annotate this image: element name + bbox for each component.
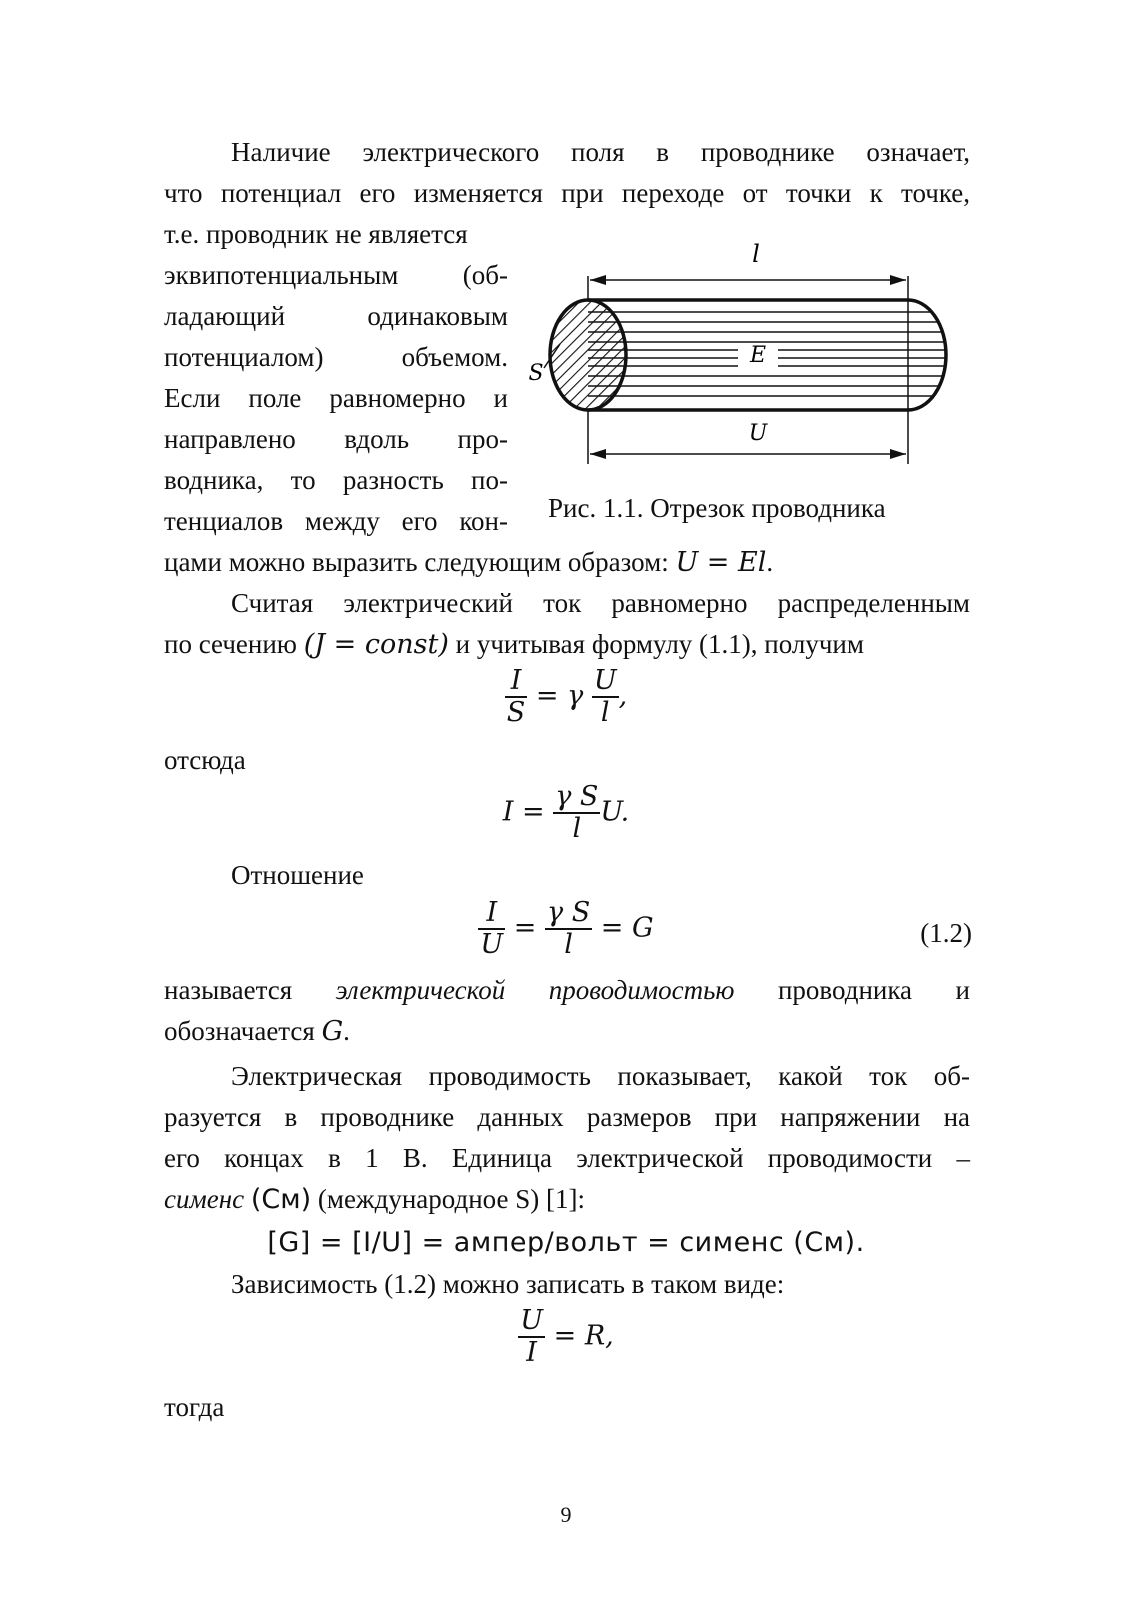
voltage-label: U — [748, 421, 768, 446]
text-line: тогда — [164, 1392, 225, 1422]
conductor-outline — [588, 300, 946, 410]
length-label: l — [752, 240, 760, 268]
text-line: называется электрической проводимостью проводника и — [164, 975, 971, 1005]
term: электрической проводимостью — [335, 975, 735, 1005]
text-line: цами можно выразить следующим образом: U = El. — [164, 547, 774, 578]
field-label: E — [749, 343, 767, 368]
equation: $\frac{I}{U}$ = $\frac{\text{γ S}}{l}$ = G — [480, 897, 654, 960]
text-line: Считая электрический ток равномерно распределенным — [231, 588, 970, 618]
formula: U = El — [675, 547, 767, 578]
cross-section — [550, 300, 626, 410]
text-line: ладающий одинаковым — [164, 301, 508, 331]
text-line: эквипотенциальным (об- — [164, 260, 508, 290]
equation-number: (1.2) — [920, 918, 972, 948]
term: сименс — [164, 1184, 245, 1214]
text-line: по сечению (J = const) и учитывая формулу (1.1), получим — [164, 629, 864, 660]
figure-caption: Рис. 1.1. Отрезок проводника — [548, 493, 886, 523]
text-line: отсюда — [164, 745, 246, 775]
conductor-figure — [520, 236, 960, 476]
text-line: Зависимость (1.2) можно записать в таком виде: — [231, 1269, 785, 1299]
text-line: Электрическая проводимость показывает, какой ток об- — [231, 1061, 970, 1091]
equation: [G] = [I/U] = ампер/вольт = сименс (См). — [267, 1227, 865, 1258]
equation: $\frac{I}{S}$ = γ $\frac{U}{l}$ , — [506, 665, 628, 728]
field-lines — [588, 312, 950, 396]
equation: $\frac{U}{I}$ = R, — [520, 1305, 614, 1368]
text-line: направлено вдоль про- — [164, 424, 508, 454]
equation: I = $\frac{\text{γ S}}{l}$ U. — [502, 781, 630, 844]
text-line: потенциалом) объемом. — [164, 342, 508, 372]
text-line: Отношение — [231, 860, 364, 890]
text-line: сименс (См) (международное S) [1]: — [164, 1184, 585, 1215]
text-line: т.е. проводник не является — [164, 219, 468, 249]
text-line: что потенциал его изменяется при переходе от точки к точке, — [164, 178, 970, 208]
text-line: тенциалов между его кон- — [164, 506, 508, 536]
text-line: водника, то разность по- — [164, 465, 508, 495]
section-label: S — [528, 361, 544, 386]
formula: (J = const) — [303, 629, 449, 660]
text-line: Наличие электрического поля в проводнике означает, — [231, 137, 970, 167]
page-number: 9 — [560, 1502, 572, 1527]
text-line: обозначается G. — [164, 1016, 350, 1047]
text-line: его концах в 1 В. Единица электрической проводимости – — [164, 1143, 970, 1173]
formula: G — [321, 1016, 344, 1047]
text-line: Если поле равномерно и — [164, 383, 508, 413]
text-line: разуется в проводнике данных размеров при напряжении на — [164, 1102, 970, 1132]
